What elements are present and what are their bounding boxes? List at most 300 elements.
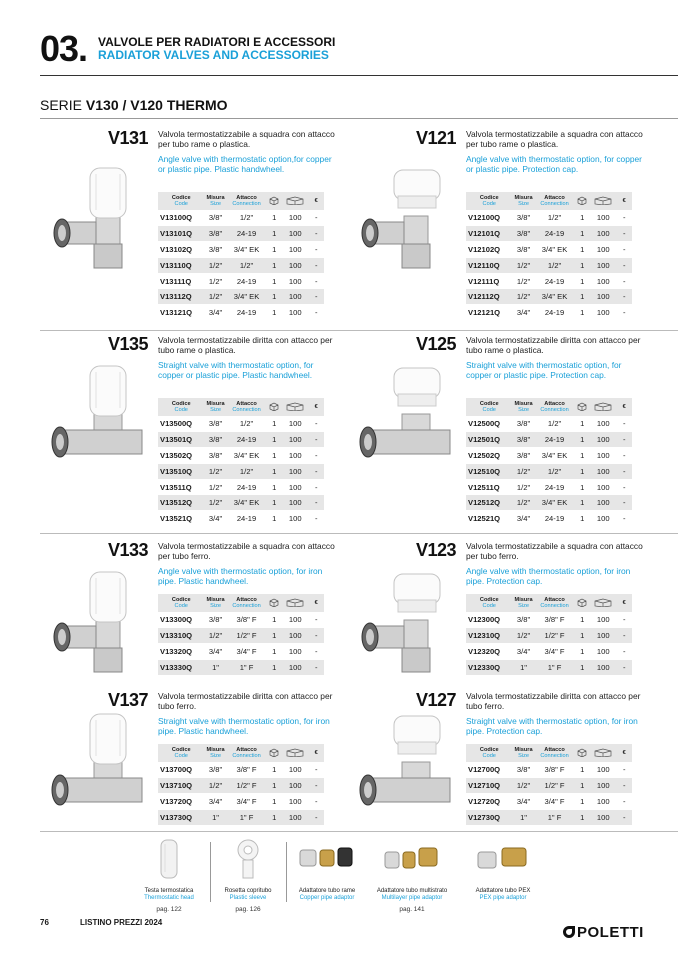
table-cell: 1" — [204, 809, 226, 825]
table-cell: 1/2" — [512, 495, 534, 511]
table-cell: 100 — [282, 416, 309, 432]
table-header-row — [466, 398, 632, 416]
table-cell: 100 — [282, 628, 309, 644]
table-cell: 1/2" — [204, 778, 226, 794]
table-row — [466, 273, 632, 289]
product-v125 — [348, 334, 648, 539]
table-cell: 1" — [512, 659, 534, 675]
col-price: € — [616, 594, 632, 612]
table-cell: 100 — [282, 495, 309, 511]
divider — [40, 831, 678, 832]
table-row — [158, 273, 324, 289]
table-cell: V12700Q — [466, 762, 512, 778]
table-cell: 1/2" F — [535, 628, 575, 644]
table-row — [158, 448, 324, 464]
table-row — [158, 495, 324, 511]
table-cell: 1 — [574, 305, 589, 321]
carton-icon — [282, 398, 309, 416]
divider — [40, 330, 678, 331]
series-name: V130 / V120 THERMO — [85, 97, 228, 113]
table-row — [158, 794, 324, 810]
table-cell: 100 — [590, 289, 617, 305]
table-cell: 3/4" EK — [535, 289, 575, 305]
accessory-label-en: Thermostatic head — [144, 895, 194, 901]
table-cell: - — [616, 778, 632, 794]
col-price: € — [308, 744, 324, 762]
table-cell: V13730Q — [158, 809, 204, 825]
table-cell: - — [616, 242, 632, 258]
product-description-en: Angle valve with thermostatic option,for copper or plastic pipe. Plastic handwheel. — [158, 154, 332, 174]
table-cell: 100 — [282, 210, 309, 226]
product-description-en: Straight valve with thermostatic option, for copper or plastic pipe. Protection cap. — [466, 360, 622, 380]
table-cell: 1" F — [535, 659, 575, 675]
poletti-logo — [563, 924, 644, 941]
carton-icon — [282, 594, 309, 612]
table-cell: 1/2" — [204, 463, 226, 479]
carton-icon — [590, 744, 617, 762]
accessory-multilayer-adaptor[interactable] — [367, 838, 457, 913]
product-table — [158, 594, 324, 676]
table-cell: - — [616, 226, 632, 242]
table-cell: V13101Q — [158, 226, 204, 242]
table-cell: 1 — [266, 448, 281, 464]
table-cell: 24-19 — [227, 226, 267, 242]
table-cell: - — [308, 257, 324, 273]
table-cell: 100 — [590, 273, 617, 289]
table-row — [158, 432, 324, 448]
product-description-en: Straight valve with thermostatic option, for copper or plastic pipe. Plastic handwheel. — [158, 360, 314, 380]
col-connection: Attacco Connection — [535, 398, 575, 416]
table-cell: 1" F — [227, 659, 267, 675]
table-cell: V12101Q — [466, 226, 512, 242]
table-cell: V12330Q — [466, 659, 512, 675]
product-code: V133 — [107, 540, 148, 560]
table-cell: V12320Q — [466, 644, 512, 660]
valve-image — [356, 570, 454, 680]
table-cell: 1/2" F — [227, 778, 267, 794]
table-cell: - — [616, 463, 632, 479]
table-cell: - — [308, 778, 324, 794]
table-header-row — [158, 744, 324, 762]
table-cell: V12112Q — [466, 289, 512, 305]
table-row — [466, 257, 632, 273]
thermostatic-head-icon — [157, 838, 181, 882]
table-cell: - — [616, 479, 632, 495]
table-cell: 24-19 — [227, 273, 267, 289]
product-table — [466, 398, 632, 527]
table-row — [158, 479, 324, 495]
table-row — [466, 762, 632, 778]
table-cell: 100 — [590, 778, 617, 794]
table-cell: 1/2" — [204, 628, 226, 644]
table-cell: 3/4" F — [227, 644, 267, 660]
table-cell: - — [616, 210, 632, 226]
table-cell: 100 — [282, 794, 309, 810]
table-cell: 100 — [590, 809, 617, 825]
table-cell: 3/8" — [204, 210, 226, 226]
page-number: 76 — [40, 918, 49, 927]
table-cell: 1 — [574, 273, 589, 289]
table-cell: 24-19 — [535, 479, 575, 495]
table-row — [158, 242, 324, 258]
table-cell: 3/8" F — [227, 612, 267, 628]
table-cell: - — [616, 432, 632, 448]
col-price: € — [616, 398, 632, 416]
table-cell: V13710Q — [158, 778, 204, 794]
table-cell: 1" F — [535, 809, 575, 825]
table-cell: 3/4" EK — [535, 448, 575, 464]
accessory-label: Adattatore tubo PEX — [475, 888, 531, 894]
table-cell: V12121Q — [466, 305, 512, 321]
accessory-page: pag. 122 — [156, 906, 182, 913]
table-header-row — [158, 192, 324, 210]
valve-image — [356, 712, 454, 822]
table-cell: 24-19 — [535, 305, 575, 321]
table-cell: V12310Q — [466, 628, 512, 644]
product-table — [466, 594, 632, 676]
table-cell: V13121Q — [158, 305, 204, 321]
table-cell: 100 — [282, 226, 309, 242]
logo-text: POLETTI — [577, 924, 644, 941]
table-cell: 100 — [590, 226, 617, 242]
product-code: V131 — [107, 128, 148, 148]
plastic-sleeve-icon — [233, 838, 263, 882]
col-code: Codice Code — [466, 192, 512, 210]
table-cell: 1 — [266, 210, 281, 226]
table-cell: 3/4" — [512, 644, 534, 660]
table-cell: - — [616, 416, 632, 432]
table-cell: 100 — [590, 794, 617, 810]
table-cell: 3/8" — [204, 432, 226, 448]
table-cell: 1/2" — [512, 289, 534, 305]
table-cell: 1 — [266, 644, 281, 660]
col-connection: Attacco Connection — [227, 594, 267, 612]
table-cell: V13111Q — [158, 273, 204, 289]
table-cell: - — [308, 448, 324, 464]
valve-image — [48, 570, 146, 680]
table-cell: V12730Q — [466, 809, 512, 825]
table-cell: 1 — [266, 463, 281, 479]
table-cell: 1 — [574, 226, 589, 242]
table-cell: 1/2" — [227, 257, 267, 273]
multilayer-adaptor-icon — [381, 838, 443, 882]
box-icon — [266, 398, 281, 416]
table-cell: 1 — [266, 809, 281, 825]
table-cell: 24-19 — [535, 273, 575, 289]
product-table — [158, 398, 324, 527]
table-cell: 3/4" EK — [227, 448, 267, 464]
table-cell: 100 — [282, 762, 309, 778]
col-price: € — [616, 744, 632, 762]
col-size: Misura Size — [512, 594, 534, 612]
product-description-en: Straight valve with thermostatic option, for iron pipe. Protection cap. — [466, 716, 638, 736]
table-cell: 1 — [574, 242, 589, 258]
table-cell: V13500Q — [158, 416, 204, 432]
table-header-row — [158, 594, 324, 612]
series-prefix: SERIE — [40, 97, 86, 113]
table-cell: 1 — [574, 612, 589, 628]
table-cell: 1/2" — [512, 463, 534, 479]
table-cell: V12512Q — [466, 495, 512, 511]
col-size: Misura Size — [512, 744, 534, 762]
col-connection: Attacco Connection — [227, 192, 267, 210]
table-cell: 100 — [282, 448, 309, 464]
table-cell: - — [308, 226, 324, 242]
table-cell: 3/4" F — [227, 794, 267, 810]
section-number: 03. — [40, 28, 88, 69]
table-cell: 1 — [266, 305, 281, 321]
col-size: Misura Size — [204, 398, 226, 416]
accessory-pex-adaptor[interactable] — [458, 838, 548, 906]
col-price: € — [616, 192, 632, 210]
table-cell: 3/4" — [204, 794, 226, 810]
product-table — [466, 744, 632, 826]
table-cell: 1/2" — [204, 289, 226, 305]
table-cell: 100 — [282, 273, 309, 289]
table-cell: V12521Q — [466, 511, 512, 527]
table-cell: 1/2" F — [535, 778, 575, 794]
box-icon — [266, 744, 281, 762]
table-cell: 1 — [574, 416, 589, 432]
product-code: V137 — [107, 690, 148, 710]
section-title-it: VALVOLE PER RADIATORI E ACCESSORI — [98, 35, 336, 49]
table-cell: 3/8" — [512, 432, 534, 448]
table-cell: 1/2" — [204, 273, 226, 289]
table-cell: 1/2" — [535, 463, 575, 479]
table-cell: 100 — [590, 628, 617, 644]
table-cell: V13521Q — [158, 511, 204, 527]
table-cell: 1/2" — [204, 257, 226, 273]
table-cell: V13700Q — [158, 762, 204, 778]
table-cell: 3/4" F — [535, 794, 575, 810]
accessory-thermostatic-head[interactable] — [124, 838, 214, 913]
table-cell: 1/2" — [535, 257, 575, 273]
table-cell: 24-19 — [227, 305, 267, 321]
col-connection: Attacco Connection — [227, 744, 267, 762]
table-cell: 1/2" — [512, 273, 534, 289]
product-v121 — [348, 128, 648, 333]
table-row — [158, 305, 324, 321]
table-cell: 1/2" — [512, 479, 534, 495]
valve-image — [356, 364, 454, 474]
table-cell: 1 — [266, 612, 281, 628]
table-row — [466, 479, 632, 495]
table-cell: V12110Q — [466, 257, 512, 273]
divider — [40, 118, 678, 119]
col-connection: Attacco Connection — [227, 398, 267, 416]
table-cell: V13110Q — [158, 257, 204, 273]
table-cell: 100 — [282, 463, 309, 479]
accessory-label-en: PEX pipe adaptor — [479, 895, 527, 901]
table-cell: - — [308, 305, 324, 321]
col-code: Codice Code — [158, 398, 204, 416]
table-cell: 100 — [282, 479, 309, 495]
table-cell: 1 — [574, 762, 589, 778]
table-cell: 100 — [282, 612, 309, 628]
product-code: V125 — [415, 334, 456, 354]
table-cell: 3/8" F — [535, 612, 575, 628]
table-cell: - — [308, 463, 324, 479]
table-cell: - — [616, 809, 632, 825]
accessory-plastic-sleeve[interactable] — [203, 838, 293, 913]
table-cell: 100 — [590, 463, 617, 479]
table-cell: 1 — [266, 479, 281, 495]
table-cell: 3/4" EK — [535, 242, 575, 258]
accessory-label-en: Multilayer pipe adaptor — [381, 895, 443, 901]
table-cell: - — [308, 289, 324, 305]
table-cell: 3/4" — [512, 794, 534, 810]
product-description-it: Valvola termostatizzabile a squadra con attacco per tubo rame o plastica. — [466, 129, 643, 149]
accessory-copper-adaptor[interactable] — [282, 838, 372, 906]
table-cell: 1" — [204, 659, 226, 675]
table-cell: - — [308, 762, 324, 778]
col-code: Codice Code — [158, 192, 204, 210]
valve-image — [356, 166, 454, 276]
table-cell: 100 — [590, 210, 617, 226]
product-code: V121 — [415, 128, 456, 148]
accessory-page: pag. 126 — [235, 906, 261, 913]
table-cell: 1/2" — [227, 210, 267, 226]
product-table — [158, 744, 324, 826]
table-cell: 1" — [512, 809, 534, 825]
table-cell: 1 — [574, 659, 589, 675]
table-cell: V12510Q — [466, 463, 512, 479]
table-cell: V13112Q — [158, 289, 204, 305]
box-icon — [574, 192, 589, 210]
table-cell: V13330Q — [158, 659, 204, 675]
table-row — [466, 210, 632, 226]
table-cell: 3/8" — [512, 242, 534, 258]
product-v135 — [40, 334, 340, 539]
page-header — [40, 30, 678, 76]
table-row — [466, 794, 632, 810]
table-cell: - — [616, 762, 632, 778]
product-description-en: Angle valve with thermostatic option, for iron pipe. Protection cap. — [466, 566, 631, 586]
table-row — [466, 242, 632, 258]
table-cell: - — [616, 448, 632, 464]
table-cell: 3/8" — [204, 242, 226, 258]
table-row — [158, 778, 324, 794]
product-code: V135 — [107, 334, 148, 354]
table-row — [466, 659, 632, 675]
table-cell: - — [616, 644, 632, 660]
table-row — [466, 628, 632, 644]
table-cell: - — [616, 511, 632, 527]
table-row — [158, 210, 324, 226]
col-size: Misura Size — [204, 744, 226, 762]
table-cell: 100 — [282, 289, 309, 305]
table-cell: 1 — [574, 809, 589, 825]
accessory-label: Adattatore tubo rame — [298, 888, 356, 894]
col-size: Misura Size — [512, 192, 534, 210]
table-cell: 1 — [266, 273, 281, 289]
table-cell: 24-19 — [227, 432, 267, 448]
table-cell: 1 — [574, 210, 589, 226]
table-cell: - — [308, 495, 324, 511]
table-cell: V12710Q — [466, 778, 512, 794]
table-cell: - — [308, 273, 324, 289]
product-description-it: Valvola termostatizzabile diritta con attacco per tubo ferro. — [158, 691, 333, 711]
table-row — [158, 762, 324, 778]
table-cell: 1 — [266, 778, 281, 794]
table-cell: 3/4" EK — [227, 495, 267, 511]
table-cell: 1/2" — [512, 778, 534, 794]
table-row — [466, 448, 632, 464]
table-cell: 1 — [266, 226, 281, 242]
table-cell: 1 — [266, 762, 281, 778]
table-row — [466, 289, 632, 305]
table-cell: 3/8" — [512, 226, 534, 242]
col-size: Misura Size — [204, 192, 226, 210]
table-cell: 100 — [282, 305, 309, 321]
table-cell: 1 — [266, 628, 281, 644]
pex-adaptor-icon — [472, 838, 534, 882]
table-cell: 100 — [282, 778, 309, 794]
table-row — [158, 809, 324, 825]
product-description-en: Angle valve with thermostatic option, for iron pipe. Plastic handwheel. — [158, 566, 323, 586]
table-cell: V13102Q — [158, 242, 204, 258]
table-cell: 24-19 — [535, 511, 575, 527]
table-cell: 24-19 — [535, 226, 575, 242]
table-cell: 3/4" F — [535, 644, 575, 660]
accessory-label: Rosetta copritubo — [224, 888, 272, 894]
table-cell: V13100Q — [158, 210, 204, 226]
carton-icon — [282, 744, 309, 762]
table-cell: V13310Q — [158, 628, 204, 644]
table-cell: 1/2" F — [227, 628, 267, 644]
table-cell: 100 — [590, 495, 617, 511]
table-cell: 1 — [266, 242, 281, 258]
table-cell: V13501Q — [158, 432, 204, 448]
table-row — [158, 511, 324, 527]
table-row — [158, 416, 324, 432]
table-cell: 24-19 — [227, 511, 267, 527]
table-cell: 3/4" — [204, 511, 226, 527]
table-cell: - — [616, 289, 632, 305]
table-cell: 3/8" F — [535, 762, 575, 778]
table-header-row — [466, 744, 632, 762]
table-cell: 100 — [282, 432, 309, 448]
table-cell: V12102Q — [466, 242, 512, 258]
table-cell: V13300Q — [158, 612, 204, 628]
table-cell: 1 — [574, 432, 589, 448]
table-cell: 1 — [574, 463, 589, 479]
table-cell: V12720Q — [466, 794, 512, 810]
table-cell: 1 — [266, 794, 281, 810]
table-cell: 1 — [574, 644, 589, 660]
valve-image — [48, 712, 146, 822]
table-row — [466, 612, 632, 628]
box-icon — [266, 594, 281, 612]
table-cell: 1/2" — [535, 210, 575, 226]
table-cell: 100 — [590, 511, 617, 527]
table-cell: V13502Q — [158, 448, 204, 464]
box-icon — [266, 192, 281, 210]
table-cell: 1 — [266, 416, 281, 432]
table-cell: 1 — [574, 448, 589, 464]
table-cell: - — [308, 644, 324, 660]
table-row — [158, 612, 324, 628]
col-code: Codice Code — [466, 594, 512, 612]
table-row — [466, 226, 632, 242]
col-price: € — [308, 594, 324, 612]
table-cell: 100 — [282, 242, 309, 258]
table-cell: V12500Q — [466, 416, 512, 432]
table-cell: V12501Q — [466, 432, 512, 448]
product-code: V127 — [415, 690, 456, 710]
table-cell: 1/2" — [227, 463, 267, 479]
box-icon — [574, 744, 589, 762]
